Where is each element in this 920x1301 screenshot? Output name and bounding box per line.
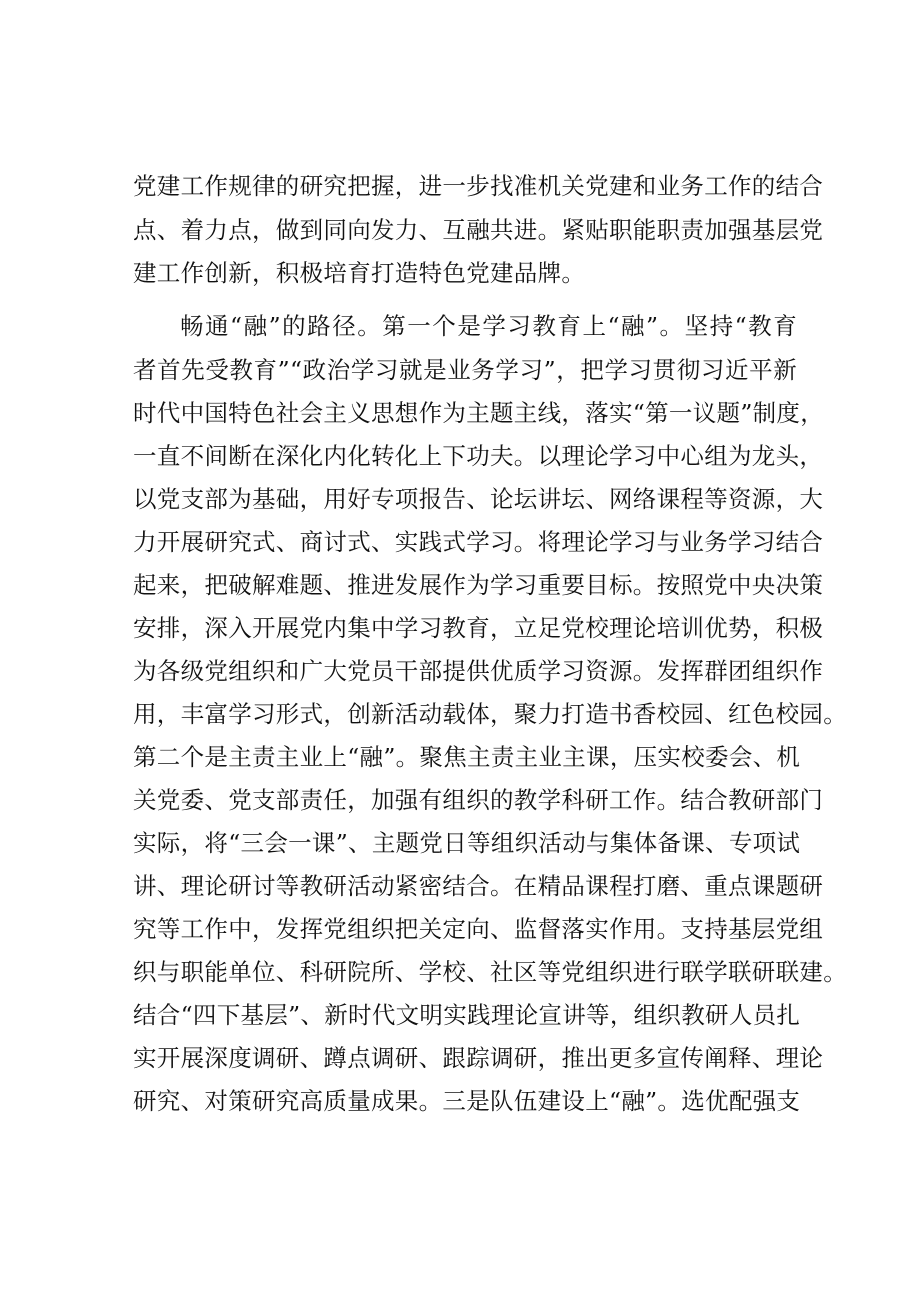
text-line: 实际，将“三会一课”、主题党日等组织活动与集体备课、专项试 [133, 829, 801, 857]
text-line: 用，丰富学习形式，创新活动载体，聚力打造书香校园、红色校园。 [133, 700, 847, 728]
text-line: 一直不间断在深化内化转化上下功夫。以理论学习中心组为龙头， [133, 442, 824, 470]
text-line: 织与职能单位、科研院所、学校、社区等党组织进行联学联研联建。 [133, 958, 847, 986]
text-line: 安排，深入开展党内集中学习教育，立足党校理论培训优势，积极 [133, 614, 824, 642]
text-line: 时代中国特色社会主义思想作为主题主线，落实“第一议题”制度， [133, 399, 825, 427]
text-line: 讲、理论研讨等教研活动紧密结合。在精品课程打磨、重点课题研 [133, 872, 824, 900]
text-line: 为各级党组织和广大党员干部提供优质学习资源。发挥群团组织作 [133, 657, 824, 685]
text-line: 起来，把破解难题、推进发展作为学习重要目标。按照党中央决策 [133, 571, 824, 599]
text-line: 第二个是主责主业上“融”。聚焦主责主业主课，压实校委会、机 [133, 743, 801, 771]
text-line: 点、着力点，做到同向发力、互融共进。紧贴职能职责加强基层党 [133, 216, 824, 244]
text-line: 关党委、党支部责任，加强有组织的教学科研工作。结合教研部门 [133, 786, 824, 814]
text-line: 研究、对策研究高质量成果。三是队伍建设上“融”。选优配强支 [133, 1087, 801, 1115]
text-line: 建工作创新，积极培育打造特色党建品牌。 [133, 259, 586, 287]
text-line: 党建工作规律的研究把握，进一步找准机关党建和业务工作的结合 [133, 172, 824, 200]
text-line: 结合“四下基层”、新时代文明实践理论宣讲等，组织教研人员扎 [133, 1001, 801, 1029]
text-line: 以党支部为基础，用好专项报告、论坛讲坛、网络课程等资源，大 [133, 485, 824, 513]
text-line: 究等工作中，发挥党组织把关定向、监督落实作用。支持基层党组 [133, 915, 824, 943]
paragraph-first-line: 畅通“融”的路径。第一个是学习教育上“融”。坚持“教育 [180, 312, 797, 340]
text-line: 力开展研究式、商讨式、实践式学习。将理论学习与业务学习结合 [133, 528, 824, 556]
text-line: 实开展深度调研、蹲点调研、跟踪调研，推出更多宣传阐释、理论 [133, 1044, 824, 1072]
text-line: 者首先受教育”“政治学习就是业务学习”，把学习贯彻习近平新 [133, 356, 797, 384]
